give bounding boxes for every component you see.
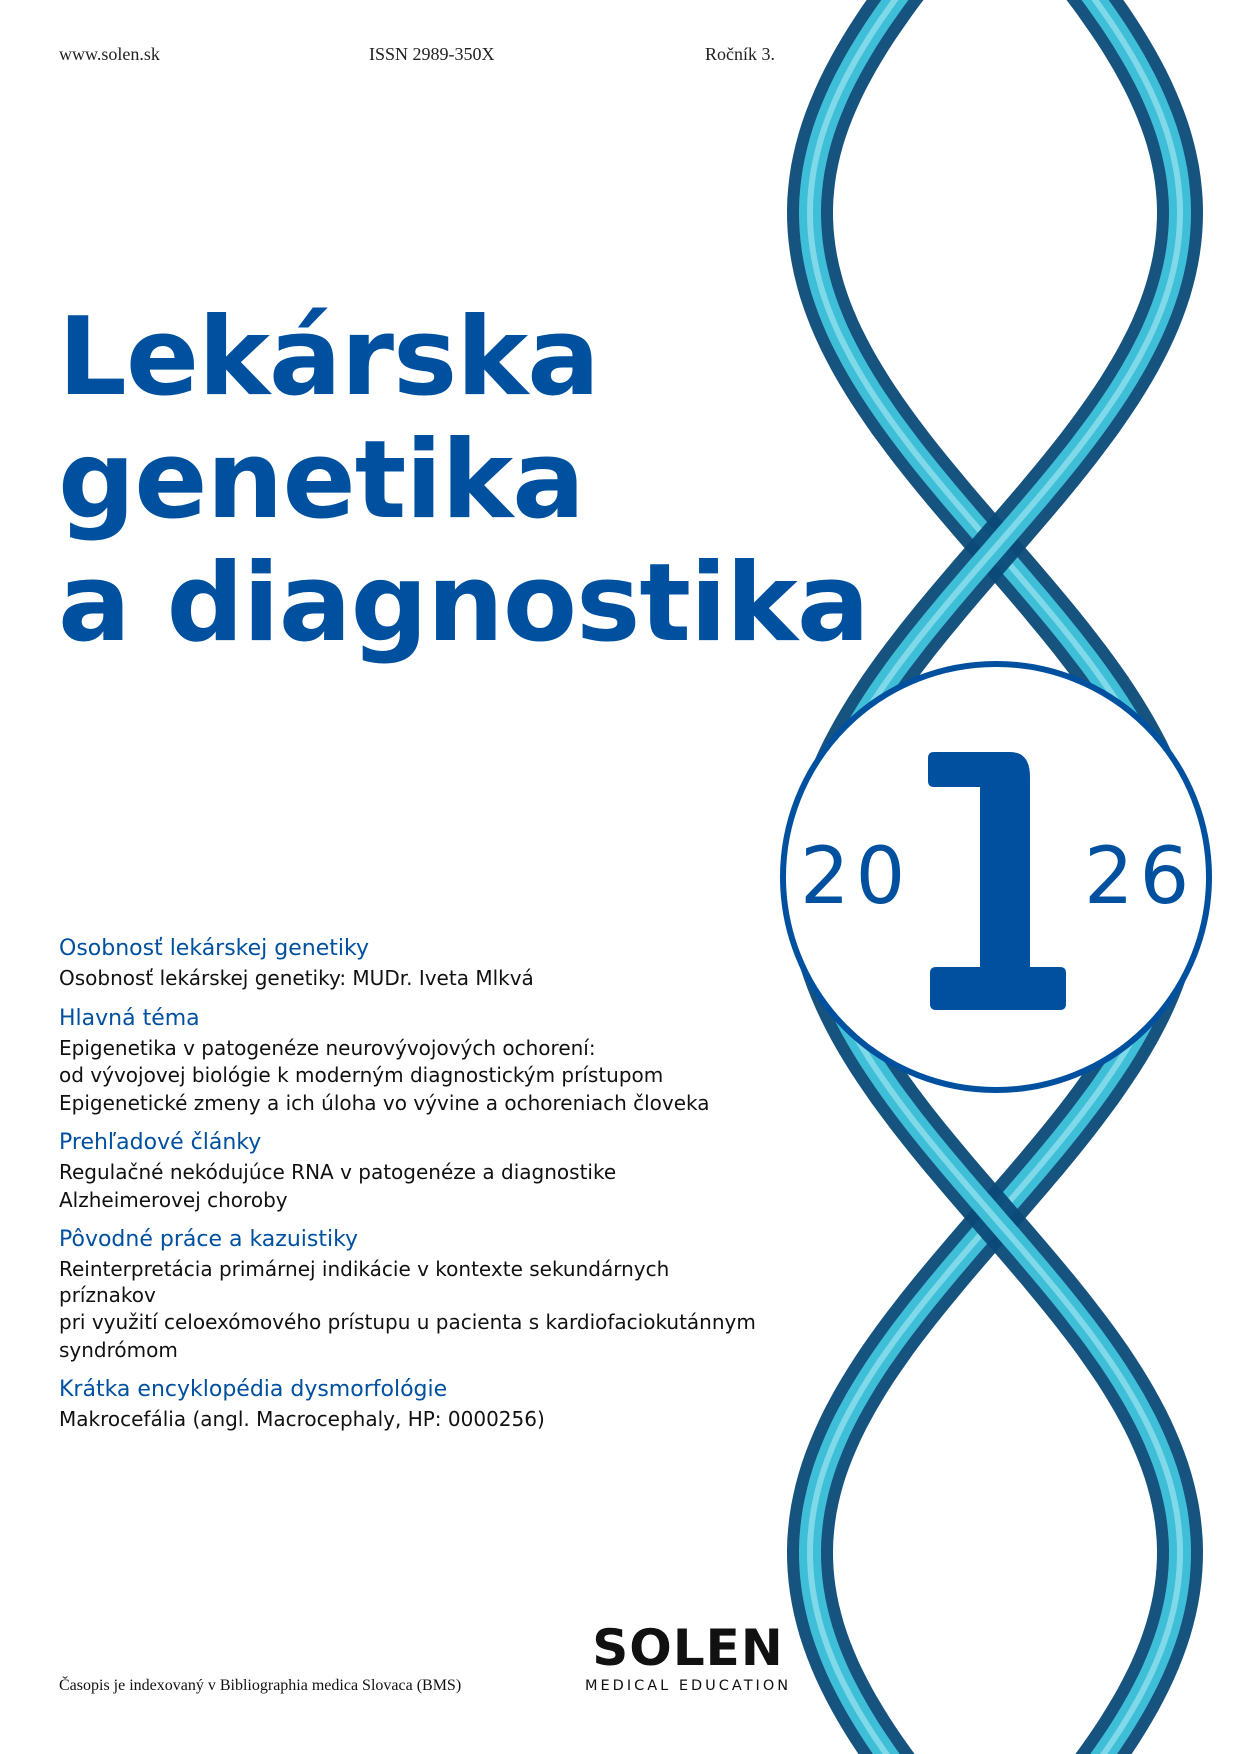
logo-name: SOLEN <box>592 1619 784 1677</box>
toc-article-line[interactable]: Alzheimerovej choroby <box>59 1187 288 1212</box>
title-line: a diagnostika <box>58 541 869 666</box>
toc-article-line[interactable]: od vývojovej biológie k moderným diagnostickým prístupom <box>59 1063 664 1087</box>
toc-section-heading: Osobnosť lekárskej genetiky <box>59 936 369 961</box>
indexing-note: Časopis je indexovaný v Bibliographia medica Slovaca (BMS) <box>59 1677 462 1694</box>
issue-year-left: 20 <box>800 832 912 922</box>
toc-section-heading: Pôvodné práce a kazuistiky <box>59 1227 359 1252</box>
toc-section <box>59 1004 759 1117</box>
issn: ISSN 2989-350X <box>369 44 495 64</box>
toc-article-line[interactable]: Epigenetika v patogenéze neurovývojových ochorení: <box>59 1035 596 1060</box>
toc-section-heading: Prehľadové články <box>59 1130 262 1155</box>
toc-article-line[interactable]: Reinterpretácia primárnej indikácie v kontexte sekundárnych príznakov <box>59 1257 670 1307</box>
journal-title <box>58 296 869 665</box>
logo-tagline: MEDICAL EDUCATION <box>585 1678 792 1694</box>
toc-section-heading: Krátka encyklopédia dysmorfológie <box>59 1377 448 1402</box>
toc-section <box>59 1128 759 1213</box>
issue-year-right: 26 <box>1084 832 1196 922</box>
table-of-contents <box>59 934 759 1433</box>
toc-article-line[interactable]: Regulačné nekódujúce RNA v patogenéze a diagnostike <box>59 1160 617 1184</box>
website-url[interactable]: www.solen.sk <box>59 44 160 64</box>
toc-section <box>59 1225 759 1363</box>
title-line: Lekárska <box>58 295 600 420</box>
toc-article-line[interactable]: syndrómom <box>59 1337 178 1362</box>
toc-section <box>59 934 759 992</box>
issue-number <box>920 752 1070 1012</box>
toc-article-line[interactable]: pri využití celoexómového prístupu u pacienta s kardiofaciokutánnym <box>59 1310 756 1334</box>
toc-article-line[interactable]: Osobnosť lekárskej genetiky: MUDr. Iveta Mlkvá <box>59 966 534 990</box>
toc-article-line[interactable]: Makrocefália (angl. Macrocephaly, HP: 0000256) <box>59 1407 545 1431</box>
toc-article-line[interactable]: Epigenetické zmeny a ich úloha vo vývine a ochoreniach človeka <box>59 1090 710 1115</box>
title-line: genetika <box>58 418 585 543</box>
solen-logo <box>585 1619 792 1694</box>
volume: Ročník 3. <box>705 44 775 64</box>
toc-section-heading: Hlavná téma <box>59 1005 200 1031</box>
toc-section <box>59 1375 759 1433</box>
